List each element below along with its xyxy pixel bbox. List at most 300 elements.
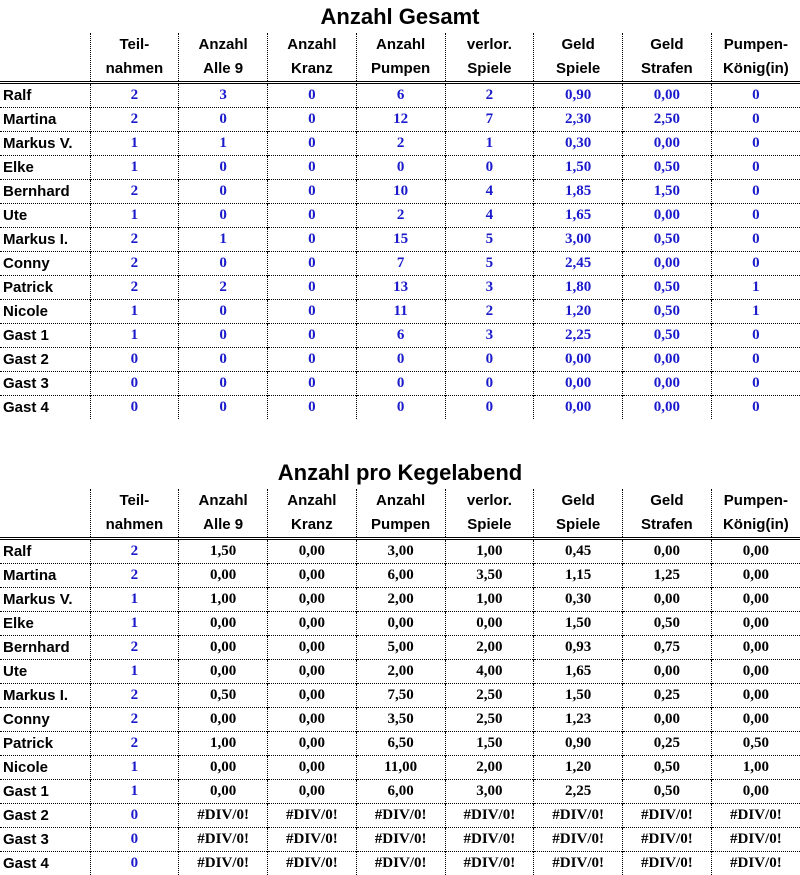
value-cell: 0,00 [623,252,712,276]
value-cell: 0,00 [179,564,268,588]
column-header-line2: Strafen [623,513,711,537]
player-name: Elke [0,156,90,180]
player-name: Markus I. [0,228,90,252]
column-header-line1: Anzahl [357,489,445,513]
player-name: Gast 2 [0,348,90,372]
value-cell: 0 [268,228,357,252]
value-cell: 0,00 [268,780,357,804]
value-cell: #DIV/0! [711,804,800,828]
value-cell: 0,00 [623,204,712,228]
value-cell: 0,75 [623,636,712,660]
value-cell: 7,50 [356,684,445,708]
value-cell: 0,00 [268,612,357,636]
table-row [0,804,800,828]
table-row [0,324,800,348]
value-cell: #DIV/0! [179,828,268,852]
value-cell: 0 [179,396,268,420]
column-header-line1: Teil- [91,33,179,57]
value-cell: #DIV/0! [268,804,357,828]
value-cell: 0,00 [268,684,357,708]
value-cell: 0 [711,108,800,132]
value-cell: 0 [268,348,357,372]
column-header-line2: Alle 9 [179,57,267,81]
value-cell: 1 [179,132,268,156]
column-header-line1: Anzahl [268,33,356,57]
value-cell: 1 [90,780,179,804]
value-cell: 1 [90,612,179,636]
value-cell: 2,25 [534,324,623,348]
player-name: Nicole [0,756,90,780]
player-name: Gast 4 [0,852,90,875]
player-name: Patrick [0,732,90,756]
value-cell: 3,00 [445,780,534,804]
value-cell: 0 [90,348,179,372]
value-cell: 1,50 [534,612,623,636]
player-name: Gast 1 [0,324,90,348]
column-header-line2: Spiele [446,513,534,537]
column-header-line1: Geld [534,33,622,57]
column-header-line2: nahmen [91,57,179,81]
value-cell: 0,00 [268,636,357,660]
column-header-line2: Pumpen [357,57,445,81]
value-cell: 1 [90,660,179,684]
value-cell: 2,50 [445,708,534,732]
value-cell: 0 [268,252,357,276]
value-cell: 0 [179,180,268,204]
value-cell: 0,25 [623,684,712,708]
per-evening-table [0,489,800,875]
value-cell: 6 [356,324,445,348]
table-row [0,732,800,756]
value-cell: #DIV/0! [445,828,534,852]
value-cell: 11 [356,300,445,324]
value-cell: #DIV/0! [268,852,357,875]
value-cell: 0 [268,300,357,324]
table-row [0,708,800,732]
value-cell: 3 [445,276,534,300]
value-cell: 0,50 [711,732,800,756]
value-cell: 6 [356,83,445,108]
value-cell: 0 [356,396,445,420]
value-cell: #DIV/0! [534,852,623,875]
table-row [0,276,800,300]
table-row [0,780,800,804]
table-row [0,372,800,396]
player-name: Martina [0,564,90,588]
player-name: Nicole [0,300,90,324]
value-cell: 0,00 [623,708,712,732]
value-cell: 0 [90,396,179,420]
value-cell: 0 [268,276,357,300]
value-cell: 2,00 [445,636,534,660]
column-header-line2: Kranz [268,57,356,81]
value-cell: 1 [90,300,179,324]
value-cell: 0,25 [623,732,712,756]
value-cell: 2,50 [623,108,712,132]
value-cell: 2 [90,732,179,756]
value-cell: 0 [268,204,357,228]
value-cell: 0,50 [623,780,712,804]
value-cell: 2 [90,108,179,132]
player-name: Markus I. [0,684,90,708]
value-cell: 1 [90,156,179,180]
player-name: Gast 3 [0,828,90,852]
column-header [179,33,268,83]
value-cell: 1 [90,324,179,348]
value-cell: 0,00 [534,348,623,372]
column-header-line2: Pumpen [357,513,445,537]
value-cell: 1,80 [534,276,623,300]
table-row [0,83,800,108]
table-row [0,852,800,875]
column-header [445,489,534,539]
table-row [0,300,800,324]
value-cell: 0,00 [534,396,623,420]
column-header-line1: Geld [623,489,711,513]
player-name: Conny [0,708,90,732]
corner-cell [0,33,90,83]
value-cell: 0 [268,132,357,156]
value-cell: 2,50 [445,684,534,708]
column-header [356,33,445,83]
value-cell: 0 [179,300,268,324]
value-cell: 0,93 [534,636,623,660]
value-cell: 0,00 [534,372,623,396]
value-cell: 1 [179,228,268,252]
value-cell: 0,00 [179,636,268,660]
value-cell: 0,00 [268,732,357,756]
value-cell: #DIV/0! [356,804,445,828]
value-cell: 2 [90,276,179,300]
value-cell: 2 [90,708,179,732]
value-cell: 2,45 [534,252,623,276]
player-name: Conny [0,252,90,276]
value-cell: 2 [90,252,179,276]
value-cell: 0,30 [534,132,623,156]
value-cell: 1 [90,204,179,228]
value-cell: #DIV/0! [445,852,534,875]
value-cell: 12 [356,108,445,132]
value-cell: #DIV/0! [534,804,623,828]
player-name: Elke [0,612,90,636]
value-cell: 0 [268,180,357,204]
value-cell: 0 [445,396,534,420]
table-row [0,588,800,612]
value-cell: 0 [179,372,268,396]
value-cell: 0,00 [268,588,357,612]
value-cell: 0 [179,108,268,132]
value-cell: 4 [445,204,534,228]
value-cell: 0 [356,156,445,180]
value-cell: 0 [356,372,445,396]
value-cell: 1,00 [445,539,534,564]
value-cell: 2,00 [356,588,445,612]
value-cell: #DIV/0! [179,804,268,828]
column-header-line1: Anzahl [179,33,267,57]
value-cell: 0 [711,252,800,276]
column-header [90,33,179,83]
value-cell: 0,00 [711,539,800,564]
table-row [0,539,800,564]
table-row [0,180,800,204]
value-cell: 0 [711,348,800,372]
value-cell: 0,00 [623,588,712,612]
column-header-line1: Geld [534,489,622,513]
value-cell: 2 [90,539,179,564]
value-cell: 0 [711,372,800,396]
value-cell: 0 [90,852,179,875]
section2-title: Anzahl pro Kegelabend [0,459,800,487]
value-cell: 3 [445,324,534,348]
player-name: Ralf [0,83,90,108]
column-header-line1: verlor. [446,33,534,57]
value-cell: 0 [90,804,179,828]
value-cell: 6,00 [356,564,445,588]
value-cell: 1 [90,756,179,780]
value-cell: 0,00 [623,660,712,684]
value-cell: 0 [711,83,800,108]
value-cell: 0,00 [445,612,534,636]
value-cell: 13 [356,276,445,300]
value-cell: 5 [445,228,534,252]
value-cell: 1 [711,276,800,300]
value-cell: 0,00 [711,636,800,660]
value-cell: 0,90 [534,732,623,756]
value-cell: #DIV/0! [445,804,534,828]
value-cell: 7 [356,252,445,276]
column-header-line1: Anzahl [179,489,267,513]
value-cell: 0,00 [623,83,712,108]
value-cell: 1,50 [534,156,623,180]
column-header-line2: Spiele [534,513,622,537]
value-cell: 0 [179,324,268,348]
player-name: Gast 3 [0,372,90,396]
value-cell: 1,00 [179,588,268,612]
value-cell: 0 [711,132,800,156]
value-cell: 0,00 [711,612,800,636]
column-header-line2: Alle 9 [179,513,267,537]
table-row [0,660,800,684]
column-header-line2: Kranz [268,513,356,537]
value-cell: 0 [711,396,800,420]
value-cell: 0 [356,348,445,372]
table-row [0,348,800,372]
value-cell: 6,00 [356,780,445,804]
value-cell: 5,00 [356,636,445,660]
value-cell: 0,00 [179,708,268,732]
value-cell: #DIV/0! [268,828,357,852]
value-cell: 7 [445,108,534,132]
value-cell: 15 [356,228,445,252]
column-header [90,489,179,539]
corner-cell [0,489,90,539]
column-header-line2: Spiele [534,57,622,81]
value-cell: 0,90 [534,83,623,108]
value-cell: 1,00 [179,732,268,756]
column-header [534,33,623,83]
value-cell: 1,20 [534,300,623,324]
value-cell: 11,00 [356,756,445,780]
value-cell: 0 [711,228,800,252]
column-header-line1: Teil- [91,489,179,513]
value-cell: #DIV/0! [356,828,445,852]
player-name: Gast 1 [0,780,90,804]
column-header-line2: Spiele [446,57,534,81]
totals-table [0,33,800,419]
column-header [623,489,712,539]
value-cell: 2 [90,180,179,204]
table-row [0,564,800,588]
table-row [0,108,800,132]
value-cell: 0,00 [179,780,268,804]
value-cell: 1,15 [534,564,623,588]
value-cell: 2 [90,83,179,108]
value-cell: 0 [268,108,357,132]
value-cell: 1,50 [623,180,712,204]
value-cell: 0,00 [711,564,800,588]
value-cell: 4 [445,180,534,204]
value-cell: 0,50 [623,156,712,180]
value-cell: 1,25 [623,564,712,588]
player-name: Markus V. [0,588,90,612]
table-row [0,612,800,636]
value-cell: 2 [179,276,268,300]
value-cell: 0,00 [268,539,357,564]
value-cell: 0 [711,156,800,180]
value-cell: 0 [711,204,800,228]
column-header-line1: verlor. [446,489,534,513]
value-cell: 1 [445,132,534,156]
value-cell: 0,00 [711,780,800,804]
player-name: Markus V. [0,132,90,156]
value-cell: 0,50 [623,276,712,300]
value-cell: 0 [179,252,268,276]
value-cell: 1,00 [711,756,800,780]
table-row [0,228,800,252]
value-cell: 0,00 [623,132,712,156]
player-name: Ute [0,660,90,684]
value-cell: 4,00 [445,660,534,684]
column-header-line1: Pumpen- [712,489,800,513]
column-header-line1: Anzahl [268,489,356,513]
value-cell: 2,00 [356,660,445,684]
column-header-line2: Strafen [623,57,711,81]
player-name: Bernhard [0,180,90,204]
value-cell: 0 [445,348,534,372]
column-header [445,33,534,83]
value-cell: 0,30 [534,588,623,612]
value-cell: 0,00 [623,372,712,396]
column-header [534,489,623,539]
table-row [0,156,800,180]
value-cell: 1,23 [534,708,623,732]
value-cell: 1,50 [445,732,534,756]
value-cell: 1 [90,588,179,612]
value-cell: 0 [179,156,268,180]
value-cell: 0 [90,372,179,396]
value-cell: 6,50 [356,732,445,756]
value-cell: 0 [445,372,534,396]
value-cell: 2 [90,636,179,660]
value-cell: 0 [268,372,357,396]
column-header-line2: König(in) [712,57,800,81]
player-name: Patrick [0,276,90,300]
player-name: Martina [0,108,90,132]
value-cell: 0,00 [623,539,712,564]
value-cell: 3,50 [356,708,445,732]
value-cell: 2,30 [534,108,623,132]
value-cell: 0,50 [623,300,712,324]
value-cell: 1 [711,300,800,324]
value-cell: 3,00 [534,228,623,252]
table-row [0,636,800,660]
column-header [711,33,800,83]
table-row [0,756,800,780]
column-header [179,489,268,539]
value-cell: 0,00 [268,708,357,732]
value-cell: 0,50 [623,324,712,348]
player-name: Gast 4 [0,396,90,420]
value-cell: 0 [90,828,179,852]
value-cell: #DIV/0! [623,828,712,852]
value-cell: #DIV/0! [179,852,268,875]
value-cell: 3 [179,83,268,108]
value-cell: 0,50 [179,684,268,708]
value-cell: 2,25 [534,780,623,804]
value-cell: 1,50 [534,684,623,708]
value-cell: 3,00 [356,539,445,564]
value-cell: 0,00 [179,660,268,684]
player-name: Gast 2 [0,804,90,828]
value-cell: 0,50 [623,612,712,636]
value-cell: 0 [268,156,357,180]
value-cell: 0 [179,204,268,228]
player-name: Ralf [0,539,90,564]
value-cell: #DIV/0! [711,828,800,852]
value-cell: 0,00 [268,660,357,684]
value-cell: 0 [268,83,357,108]
column-header [623,33,712,83]
column-header [711,489,800,539]
player-name: Bernhard [0,636,90,660]
value-cell: 0,00 [268,756,357,780]
value-cell: 0,00 [623,348,712,372]
value-cell: 1,85 [534,180,623,204]
value-cell: 10 [356,180,445,204]
column-header-line1: Geld [623,33,711,57]
value-cell: 1,65 [534,204,623,228]
value-cell: 0 [711,324,800,348]
table-row [0,252,800,276]
value-cell: 0,00 [268,564,357,588]
column-header [356,489,445,539]
value-cell: 1,20 [534,756,623,780]
value-cell: #DIV/0! [356,852,445,875]
value-cell: 2 [90,228,179,252]
column-header-line2: nahmen [91,513,179,537]
value-cell: 0,50 [623,756,712,780]
value-cell: 3,50 [445,564,534,588]
value-cell: 2 [445,83,534,108]
table-row [0,132,800,156]
table-row [0,828,800,852]
player-name: Ute [0,204,90,228]
value-cell: #DIV/0! [534,828,623,852]
value-cell: 0,00 [356,612,445,636]
value-cell: 0 [268,324,357,348]
value-cell: 0,00 [711,684,800,708]
column-header-line1: Pumpen- [712,33,800,57]
